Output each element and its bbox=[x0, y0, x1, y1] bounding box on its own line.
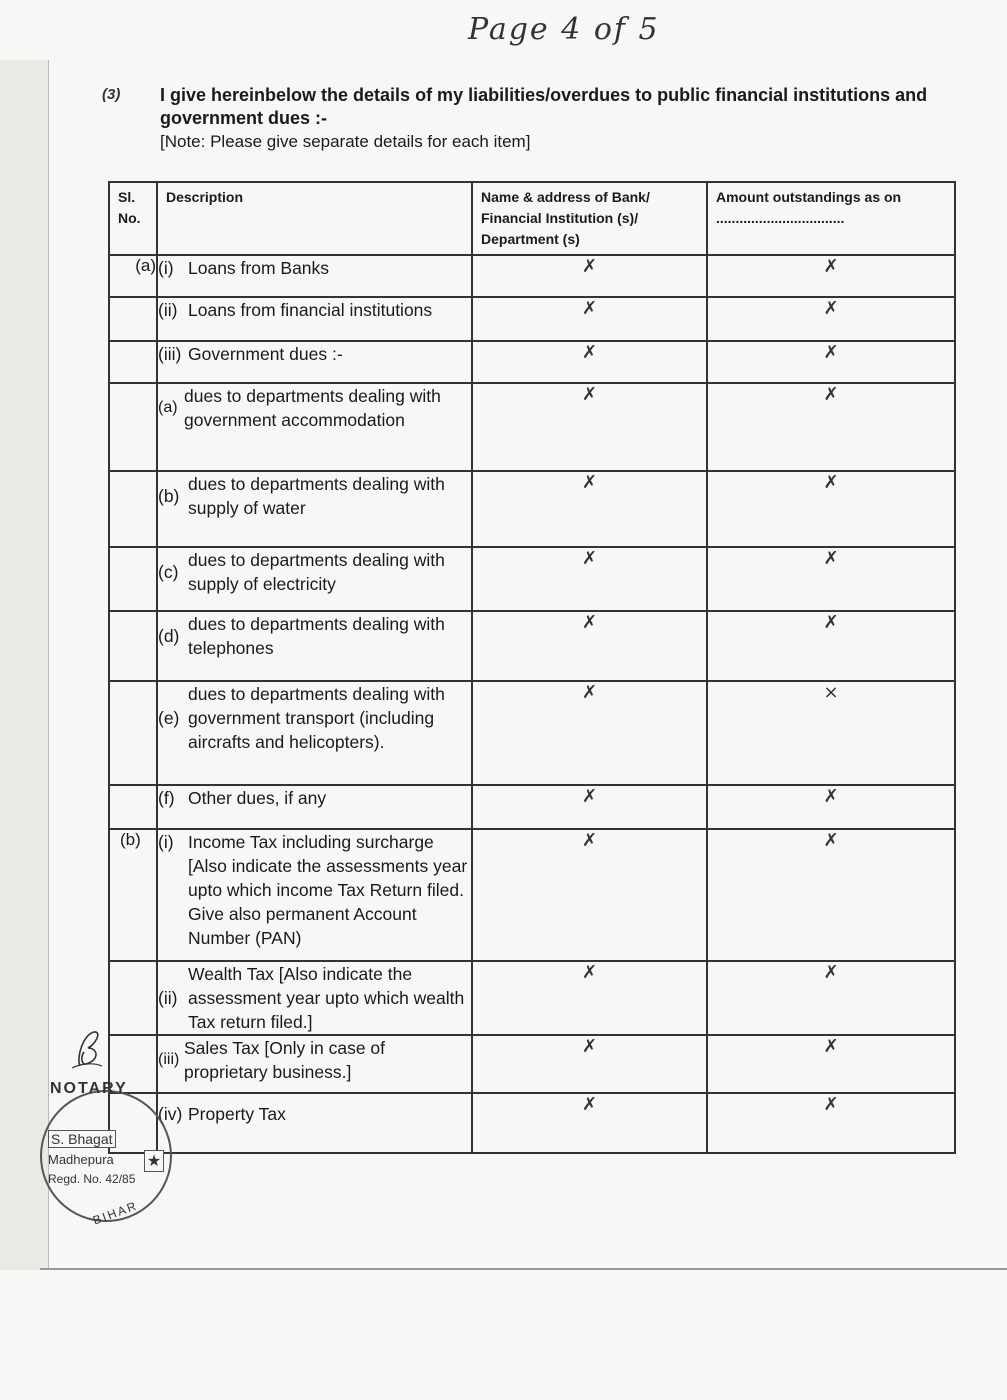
row-description bbox=[157, 383, 472, 471]
table-row bbox=[109, 341, 955, 383]
row-bank-mark: ✗ bbox=[472, 785, 707, 829]
row-description bbox=[157, 681, 472, 785]
signature-mark bbox=[66, 1028, 106, 1070]
row-bank-mark: ✗ bbox=[472, 1035, 707, 1093]
row-tag: (iii) bbox=[158, 1051, 180, 1068]
row-tag: (ii) bbox=[158, 988, 178, 1008]
table-row bbox=[109, 471, 955, 547]
seal-registration: Regd. No. 42/85 bbox=[48, 1172, 136, 1186]
table-row bbox=[109, 681, 955, 785]
table-row bbox=[109, 611, 955, 681]
row-text: dues to departments dealing with supply of water bbox=[188, 474, 445, 518]
table-row bbox=[109, 829, 955, 961]
row-amount-mark: ✗ bbox=[707, 1035, 955, 1093]
row-bank-mark: ✗ bbox=[472, 681, 707, 785]
row-tag: (d) bbox=[158, 626, 180, 646]
row-bank-mark: ✗ bbox=[472, 1093, 707, 1153]
row-amount-mark: ✗ bbox=[707, 341, 955, 383]
table-row bbox=[109, 785, 955, 829]
row-sl bbox=[109, 471, 157, 547]
row-amount-mark: ✗ bbox=[707, 297, 955, 341]
row-sl bbox=[109, 961, 157, 1035]
handwritten-page-number: Page 4 of 5 bbox=[468, 12, 660, 47]
row-sl: (b) bbox=[109, 829, 157, 961]
row-amount-mark: ✗ bbox=[707, 961, 955, 1035]
header-sl-no: Sl. No. bbox=[109, 182, 157, 255]
row-text: Loans from Banks bbox=[188, 258, 330, 278]
row-description bbox=[157, 255, 472, 297]
row-sl bbox=[109, 297, 157, 341]
row-amount-mark: ✗ bbox=[707, 785, 955, 829]
seal-bottom-text: BIHAR bbox=[91, 1198, 140, 1228]
row-description bbox=[157, 785, 472, 829]
row-bank-mark: ✗ bbox=[472, 961, 707, 1035]
row-amount-mark: ✗ bbox=[707, 547, 955, 611]
table-row bbox=[109, 383, 955, 471]
row-amount-mark: ✗ bbox=[707, 383, 955, 471]
row-bank-mark: ✗ bbox=[472, 611, 707, 681]
row-tag: (iii) bbox=[158, 344, 182, 364]
page-bottom-edge bbox=[40, 1268, 1007, 1270]
row-tag: (e) bbox=[158, 708, 180, 728]
row-bank-mark: ✗ bbox=[472, 383, 707, 471]
row-text: Loans from financial institutions bbox=[188, 300, 433, 320]
section-heading: I give hereinbelow the details of my liabilities/overdues to public financial institutions and government dues :- bbox=[160, 85, 928, 128]
row-tag: (f) bbox=[158, 788, 175, 808]
row-description bbox=[157, 297, 472, 341]
row-sl bbox=[109, 341, 157, 383]
row-sl bbox=[109, 611, 157, 681]
row-description bbox=[157, 341, 472, 383]
row-tag: (c) bbox=[158, 562, 179, 582]
row-bank-mark: ✗ bbox=[472, 471, 707, 547]
row-amount-mark: × bbox=[707, 681, 955, 785]
seal-top-text: NOTARY bbox=[50, 1080, 128, 1097]
table-row bbox=[109, 547, 955, 611]
row-text: Other dues, if any bbox=[188, 788, 327, 808]
row-description bbox=[157, 829, 472, 961]
adjacent-page-edge bbox=[0, 60, 49, 1270]
row-tag: (ii) bbox=[158, 300, 178, 320]
row-description bbox=[157, 1035, 472, 1093]
seal-place: Madhepura bbox=[48, 1152, 114, 1167]
header-description: Description bbox=[157, 182, 472, 255]
row-tag: (b) bbox=[158, 486, 180, 506]
row-text: dues to departments dealing with supply of electricity bbox=[188, 550, 445, 594]
row-sl bbox=[109, 785, 157, 829]
table-row bbox=[109, 1035, 955, 1093]
row-amount-mark: ✗ bbox=[707, 255, 955, 297]
row-sl bbox=[109, 681, 157, 785]
row-description bbox=[157, 547, 472, 611]
row-text: Government dues :- bbox=[188, 344, 343, 364]
row-amount-mark: ✗ bbox=[707, 829, 955, 961]
row-amount-mark: ✗ bbox=[707, 611, 955, 681]
row-tag: (i) bbox=[158, 258, 174, 278]
row-text: Sales Tax [Only in case of proprietary business.] bbox=[184, 1038, 386, 1082]
seal-name: S. Bhagat bbox=[48, 1130, 116, 1148]
row-tag: (iv) bbox=[158, 1104, 183, 1124]
row-sl bbox=[109, 383, 157, 471]
row-amount-mark: ✗ bbox=[707, 1093, 955, 1153]
header-bank: Name & address of Bank/ Financial Institution (s)/ Department (s) bbox=[472, 182, 707, 255]
row-amount-mark: ✗ bbox=[707, 471, 955, 547]
row-description bbox=[157, 471, 472, 547]
row-bank-mark: ✗ bbox=[472, 297, 707, 341]
row-bank-mark: ✗ bbox=[472, 829, 707, 961]
row-text: dues to departments dealing with telephones bbox=[188, 614, 445, 658]
row-text: Income Tax including surcharge [Also indicate the assessments year upto which income Tax Return filed. Give also permanent Account Number (PAN) bbox=[188, 832, 468, 948]
star-icon: ★ bbox=[144, 1150, 164, 1172]
row-bank-mark: ✗ bbox=[472, 341, 707, 383]
row-bank-mark: ✗ bbox=[472, 547, 707, 611]
row-description bbox=[157, 1093, 472, 1153]
table-row bbox=[109, 1093, 955, 1153]
table-row bbox=[109, 297, 955, 341]
header-amount: Amount outstandings as on ................................. bbox=[707, 182, 955, 255]
row-sl bbox=[109, 547, 157, 611]
section-note: [Note: Please give separate details for each item] bbox=[160, 132, 531, 151]
item-number: (3) bbox=[102, 86, 121, 103]
liabilities-table bbox=[108, 181, 956, 1154]
row-tag: (i) bbox=[158, 832, 174, 852]
table-row bbox=[109, 961, 955, 1035]
row-text: dues to departments dealing with government accommodation bbox=[184, 386, 441, 430]
row-tag: (a) bbox=[158, 399, 178, 416]
row-text: Wealth Tax [Also indicate the assessment year upto which wealth Tax return filed.] bbox=[188, 964, 465, 1032]
row-bank-mark: ✗ bbox=[472, 255, 707, 297]
row-description bbox=[157, 961, 472, 1035]
row-text: Property Tax bbox=[188, 1104, 286, 1124]
table-header-row bbox=[109, 182, 955, 255]
table-row bbox=[109, 255, 955, 297]
row-sl: (a) bbox=[109, 255, 157, 297]
row-text: dues to departments dealing with government transport (including aircrafts and helicopters). bbox=[188, 684, 445, 752]
row-description bbox=[157, 611, 472, 681]
